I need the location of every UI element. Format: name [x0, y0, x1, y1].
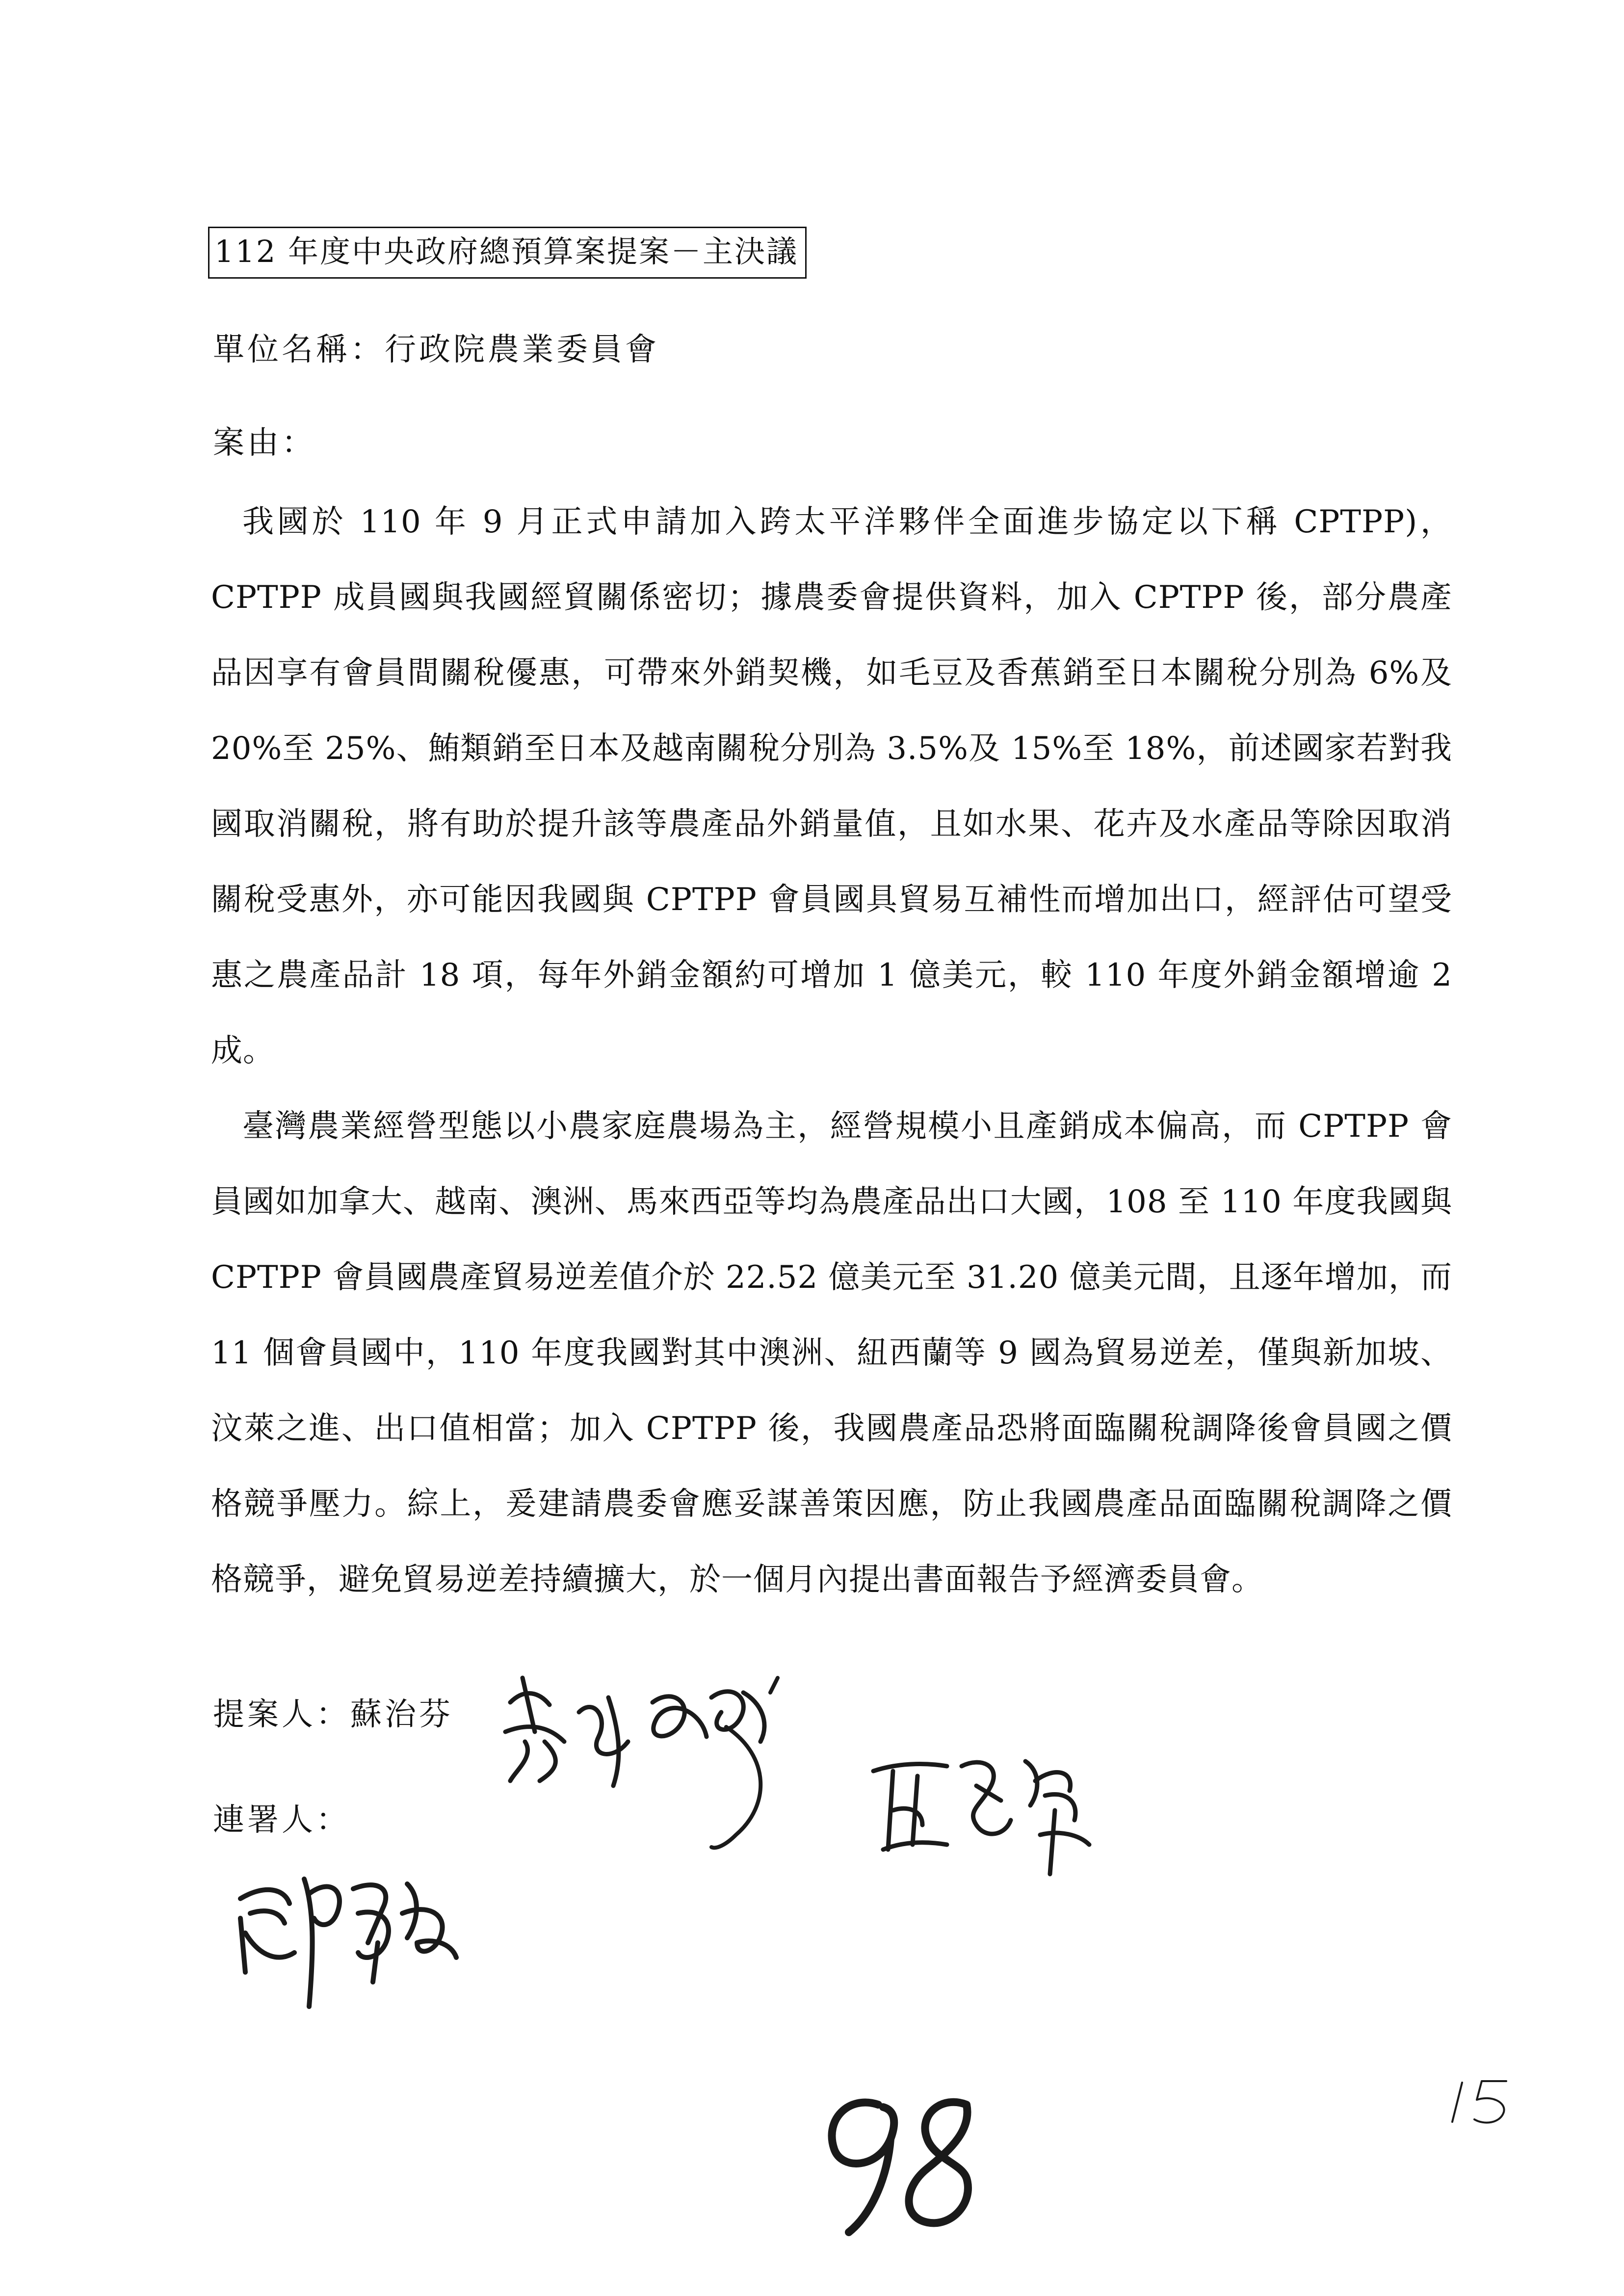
case-label: 案由： [213, 425, 316, 461]
cosigner-signature-2 [864, 1737, 1119, 1894]
proposer-line: 提案人：蘇治芬 [213, 1696, 453, 1733]
unit-name-line: 單位名稱：行政院農業委員會 [213, 332, 659, 368]
cosigner-signature-1 [231, 1859, 466, 2036]
corner-page-number [1442, 2075, 1531, 2129]
paragraph-2: 臺灣農業經營型態以小農家庭農場為主，經營規模小且產銷成本偏高，而 CPTPP 會員國如加拿大、越南、澳洲、馬來西亞等均為農產品出口大國，108 至 110 年度我國與 CPTPP 會員國農產貿易逆差值介於 22.52 億美元至 31.20 億美元間，且逐年增加，而 11 個會員國中，110 年度我國對其中澳洲、紐西蘭等 9 國為貿易逆差，僅與新加坡、汶萊之進、出口值相當；加入 CPTPP 後，我國農產品恐將面臨關稅調降後會員國之價格競爭壓力。綜上，爰建請農委會應妥謀善策因應，防止我國農產品面臨關稅調降之價格競爭，避免貿易逆差持續擴大，於一個月內提出書面報告予經濟委員會。 [211, 1108, 1452, 1598]
handwritten-page-number [805, 2085, 1011, 2247]
document-title: 112 年度中央政府總預算案提案－主決議 [208, 227, 807, 279]
paragraph-1: 我國於 110 年 9 月正式申請加入跨太平洋夥伴全面進步協定以下稱 CPTPP)，CPTPP 成員國與我國經貿關係密切；據農委會提供資料，加入 CPTPP 後，部分農產品因享有會員間關稅優惠，可帶來外銷契機，如毛豆及香蕉銷至日本關稅分別為 6%及 20%至 25%、鮪類銷至日本及越南關稅分別為 3.5%及 15%至 18%，前述國家若對我國取消關稅，將有助於提升該等農產品外銷量值，且如水果、花卉及水產品等除因取消關稅受惠外，亦可能因我國與 CPTPP 會員國具貿易互補性而增加出口，經評估可望受惠之農產品計 18 項，每年外銷金額約可增加 1 億美元，較 110 年度外銷金額增逾 2 成。 [211, 504, 1452, 1069]
proposer-signature [496, 1658, 800, 1894]
case-body [211, 484, 1452, 1618]
cosigner-label: 連署人： [213, 1802, 350, 1838]
